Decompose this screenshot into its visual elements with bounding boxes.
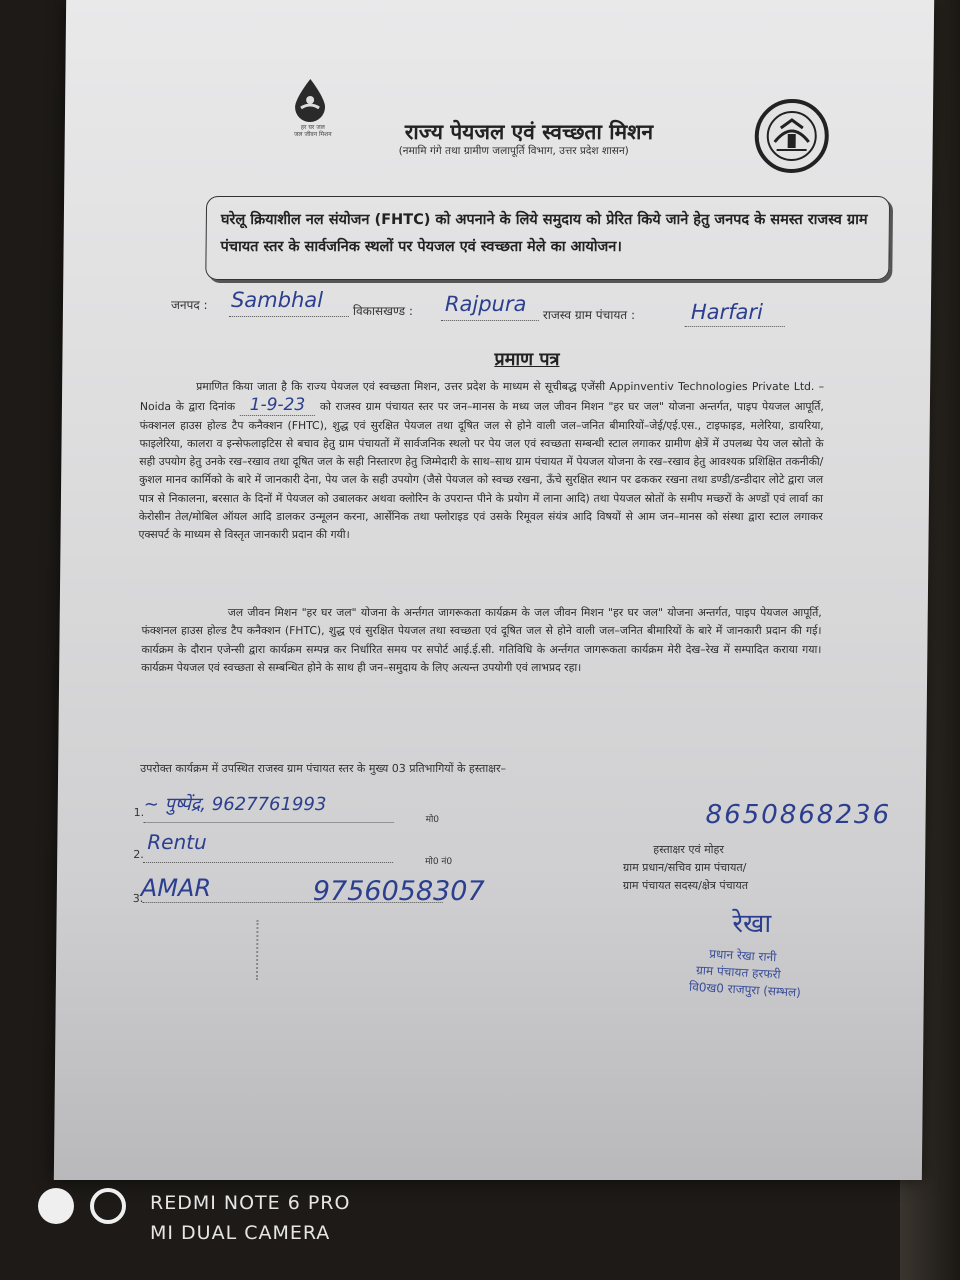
attendee-1-mobile-label: मो0 [425,815,440,825]
certificate-paragraph-2: जल जीवन मिशन "हर घर जल" योजना के अर्न्तगत जागरूकता कार्यक्रम के जल जीवन मिशन "हर घर जल" योजना अन्तर्गत, पाइप पेयजल आपूर्ति, फंक्शनल हाउस होल्ड टैप कनैक्शन (FHTC), शुद्ध एवं सुरक्षित पेयजल तथा स्वच्छता एवं दूषित जल से होने वाली जल–जनित बीमारियों के बारे में जानकारी प्रदान की गई। कार्यक्रम के दौरान एजेन्सी द्वारा कार्यक्रम सम्पन्न कर निर्धारित समय पर सपोर्ट आई.ई.सी. गतिविधि के अर्न्तगत जागरूकता कार्यक्रम मेरी देख–रेख में सम्पादित कराया गया। कार्यक्रम पेयजल एवं स्वच्छता से सम्बन्धित होने के साथ ही जन–समुदाय के लिए अत्यन्त उपयोगी एवं लाभप्रद रहा। [141,606,822,674]
certificate-paragraph-1 [138,378,824,545]
filled-circle-icon [38,1188,74,1224]
logo-caption: हर घर जल जल जीवन मिशन [293,124,332,138]
signatory-signature: रेखा [732,909,772,939]
mission-title: राज्य पेयजल एवं स्वच्छता मिशन [404,119,654,144]
certificate-heading: प्रमाण पत्र [494,349,560,370]
mission-subtitle: (नमामि गंगे तथा ग्रामीण जलापूर्ति विभाग, उत्तर प्रदेश शासन) [398,145,629,157]
attendee-1-signature: ~ पुष्पेंद्र, 9627761993 [143,794,327,815]
ring-circle-icon [90,1188,126,1224]
panchayat-value: Harfari [690,300,764,324]
block-underline [441,320,539,321]
district-value: Sambhal [230,288,324,312]
jal-jeevan-mission-logo [283,78,340,158]
panchayat-label: राजस्व ग्राम पंचायत : [542,308,636,322]
attendee-2-line [143,862,393,863]
block-label: विकासखण्ड : [352,304,414,318]
attendee-1-num: 1. [133,806,145,819]
camera-model: REDMI NOTE 6 PRO [150,1192,351,1214]
signatory-phone: 8650868236 [705,800,892,830]
fold-mark [256,920,261,980]
document-page [54,0,934,1180]
paragraph-1-start: प्रमाणित किया जाता है कि राज्य पेयजल एवं स्वच्छता मिशन, उत्तर प्रदेश के माध्यम से सूचीबद्ध एजेंसी Appinventiv Technologies Private Ltd. – Noida के द्वारा दिनांक [139,380,825,414]
official-stamp [689,945,892,1006]
signatory-caption-2: ग्राम प्रधान/सचिव ग्राम पंचायत/ [623,861,747,874]
attendee-3-phone: 9756058307 [312,876,485,907]
event-date: 1-9-23 [240,395,316,416]
attendee-3-signature: AMAR [140,874,212,902]
signatory-caption-3: ग्राम पंचायत सदस्य/क्षेत्र पंचायत [622,879,749,892]
attendee-2-num: 2. [133,848,144,861]
signatory-caption-1: हस्ताक्षर एवं मोहर [653,843,724,856]
camera-watermark-text [150,1188,350,1248]
attendee-2-signature: Rentu [147,830,207,854]
panchayat-underline [685,326,785,327]
camera-type: MI DUAL CAMERA [150,1222,331,1244]
stamp-line-1: प्रधान रेखा रानी [708,946,777,965]
district-label: जनपद : [170,298,208,312]
paragraph-1-end: को राजस्व ग्राम पंचायत स्तर पर जन–मानस के मध्य जल जीवन मिशन "हर घर जल" योजना अन्तर्गत, पाइप पेयजल आपूर्ति, फंक्शनल हाउस होल्ड टैप कनैक्शन (FHTC), शुद्ध एवं सुरक्षित पेयजल तथा दूषित जल से होने वाली जल–जनित बीमारियों–जेई/एई.एस., टाइफाइड, मलेरिया, डायरिया, फाइलेरिया, कालरा व इन्सेफलाइटिस से बचाव हेतु ग्राम पंचायतों में सार्वजनिक स्थलो पर पेय जल एवं स्वच्छता सम्बन्धी स्टाल लगाकर ग्रामीण क्षेत्रें में उपलब्ध पेय जल स्रोतो के सही उपयोग हेतु उनके रख–रखाव तथा दूषित जल के सही निस्तारण हेतु जिम्मेदारी के साथ–साथ ग्राम पंचायत में पेयजल योजना के रख–रखाव हेतु आवश्यक प्रशिक्षित तकनीकी/कुशल मानव कार्मिको के बारे में जानकारी देना, पेय जल के सही उपयोग (जैसे पेयजल को स्वच्छ रखना, ऊँचे सुरक्षित स्थान पर ढककर रखना तथा डण्डी/डन्डीदार लोटे द्वारा जल पात्र से निकालना, बरसात के दिनों में पेयजल को उबालकर अथवा क्लोरिन के उपरान्त पीने के प्रयोग में लाना आदि) तथा पेयजल स्रोतों के समीप मच्छरों के अण्डों एवं लार्वा का केरोसीन तेल/मोबिल ऑयल आदि डालकर उन्मूलन करना, आर्सेनिक तथा फ्लोराइड एवं उसके रिमूवल संयंत्र आदि विषयों से आम जन–मानस को संस्था द्वारा स्टाल लगाकर एक्सपर्ट के माध्यम से विस्तृत जानकारी प्रदान की गयी। [138,400,824,542]
attendee-3-num: 3. [132,892,144,905]
up-government-emblem [750,98,833,174]
stamp-line-3: वि0ख0 राजपुरा (सम्भल) [688,979,802,1000]
event-banner [205,196,890,280]
attendees-intro: उपरोक्त कार्यक्रम में उपस्थित राजस्व ग्राम पंचायत स्तर के मुख्य 03 प्रतिभागियों के हस्ताक्षर– [140,762,507,775]
emblem-seal-icon [750,98,833,174]
stamp-line-2: ग्राम पंचायत हरफरी [695,963,782,982]
attendee-2-mobile-label: मो0 नं0 [425,857,453,867]
banner-text: घरेलू क्रियाशील नल संयोजन (FHTC) को अपनाने के लिये समुदाय को प्रेरित किये जाने हेतु जनपद के समस्त राजस्व ग्राम पंचायत स्तर के सार्वजनिक स्थलों पर पेयजल एवं स्वच्छता मेले का आयोजन। [220,212,868,255]
block-value: Rajpura [444,292,527,316]
district-underline [229,316,349,317]
water-drop-icon [291,78,329,122]
attendee-1-line [144,822,394,823]
